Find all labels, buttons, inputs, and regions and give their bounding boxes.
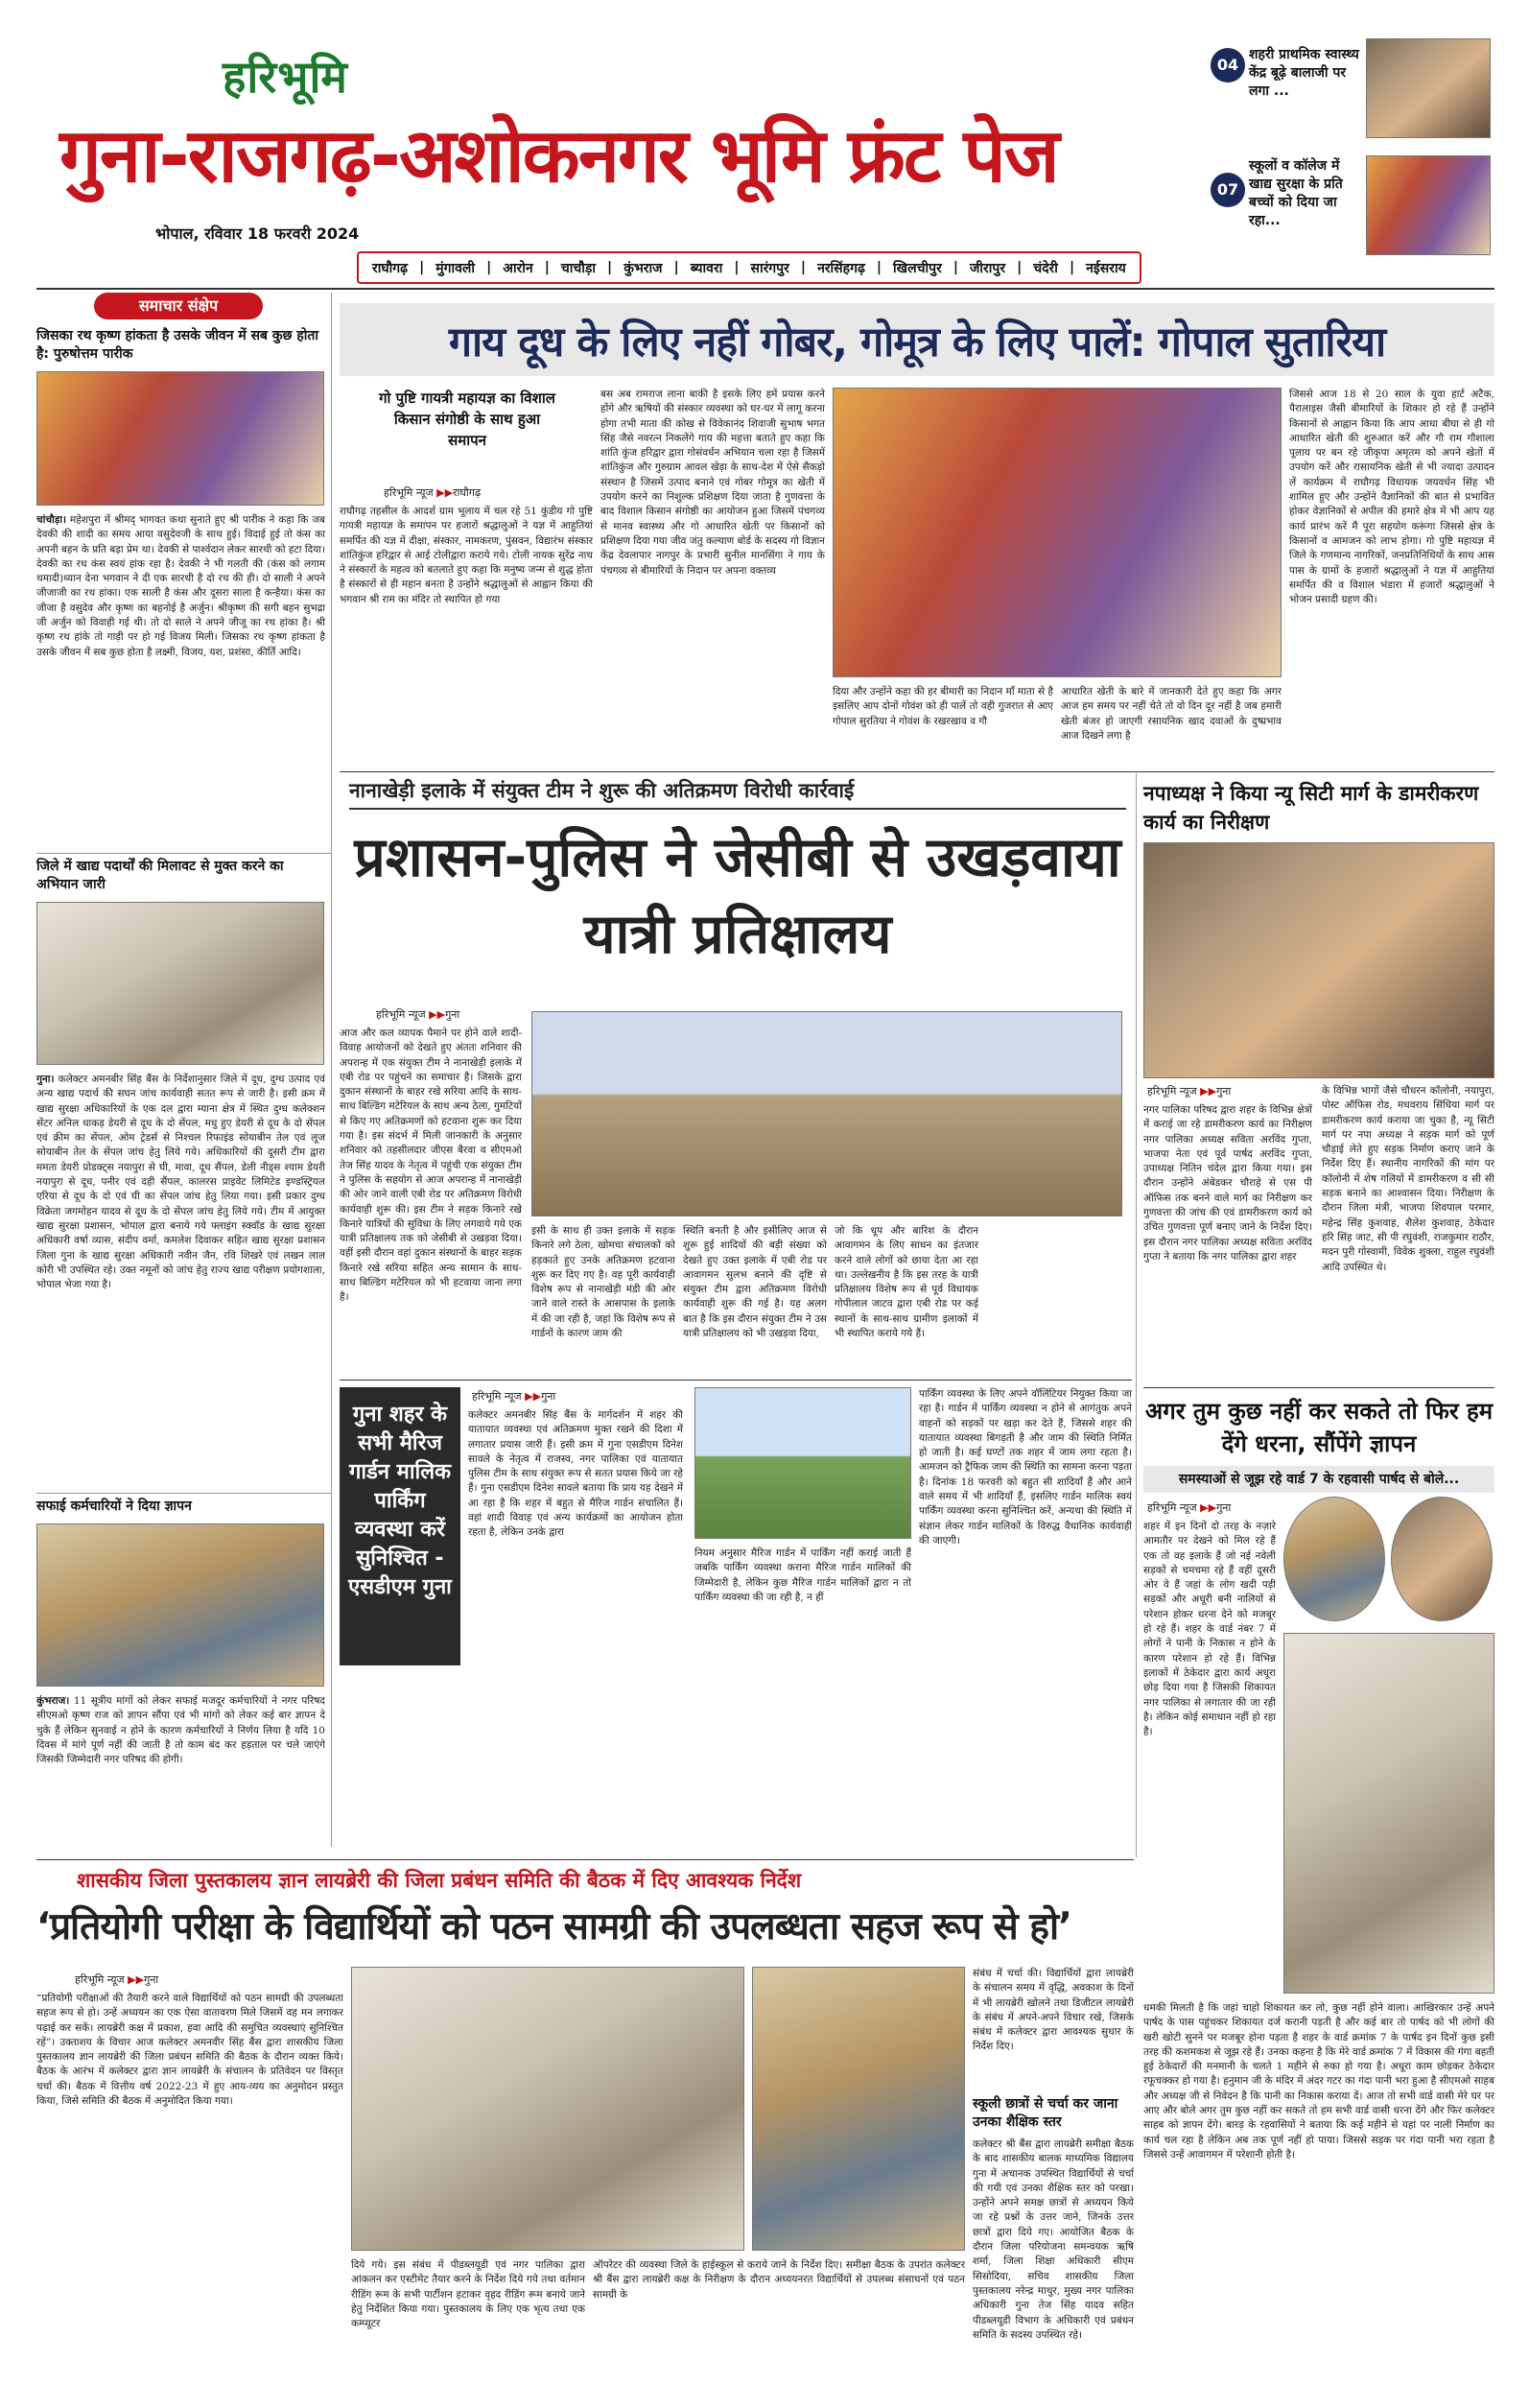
byline-brand: हरिभूमि न्यूज	[1147, 1085, 1197, 1098]
town-link[interactable]: ब्यावरा	[690, 260, 723, 276]
dharna-col-2: धमकी मिलती है कि जहां चाहो शिकायत कर लो, कुछ नहीं होने वाला। आखिरकार उन्हें अपने पार्षद के पास पहुंचकर शिकायत दर्ज करानी पड़ती है और कई बार तो पार्षद को भी लोगों की खरी खोटी सुनने पर मजबूर होना पड़ता है शहर के वार्ड क्रमांक 7 के पार्षद इन दिनों कुछ इसी तरह की कशमकश से जूझ रहे हैं। उनका कहना है कि मेरे वार्ड क्रमांक 7 में विकास की गंगा बहती हुई ठेकेदारों की मनमानी के चलते 1 महीने से रुका हो गया है। अधूरा काम छोड़कर ठेकेदार रफूचक्कर हो गया है। हनुमान जी के मंदिर में अंदर गटर का गंदा पानी भरा हुआ है सीएमओ साहब और अध्यक्ष जी से निवेदन है कि पानी का निकास कराया दें। आज तो सभी वार्ड वासी मेरे घर पर आए और बोले अगर तुम कुछ नहीं कर सकते तो हम सभी वार्ड वासी धरना देंगे और फिर कलेक्टर साहब को ज्ञापन देंगे। बारड़ के रहवासियों ने बताया कि कई महीने से यहां पर नाली निर्माण का कार्य चल रहा है लेकिन अब तक पूर्ण नहीं हो पाया। जिससे सड़क पर गंदा पानी भरा रहता है जिससे उन्हें आवागमन में परेशानी होती है।	[1143, 2002, 1494, 2160]
lead-photo	[833, 388, 1282, 677]
marriage-byline: हरिभूमि न्यूज ▶▶गुना	[472, 1390, 556, 1403]
encroach-col-1: आज और कल व्यापक पैमाने पर होने वाले शादी-विवाह आयोजनों को देखते हुए अंततः शनिवार की अपरान्ह में एक संयुक्त टीम ने नानाखेड़ी इलाके में एबी रोड पर पहुंचने का समाचार है। जिसके द्वारा दुकान संस्थानों के बाहर रखे सरिया आदि के साथ-साथ बिल्डिंग मटेरियल के साथ अन्य ठेला, गुमटियों से किए गए अतिक्रमणों को हटवाना शुरू कर दिया गया है। इस संदर्भ में मिली जानकारी के अनुसार शनिवार को तहसीलदार जीएस बैरवा व सीएमओ तेज सिंह यादव के नेतृत्व में पहुंची एक संयुक्त टीम ने पुलिस के सहयोग से आज अपरान्ह में नानाखेड़ी की ओर जाने वाली एबी रोड पर अतिक्रमण विरोधी कार्यवाही शुरू की। इस टीम ने सड़क किनारे रखे किनारे यात्रियों की सुविधा के लिए लगवाये गये एक यात्री प्रतिक्षालय तक को जेसीबी से उखड़वा दिया। वहीं इसी दौरान वहां दुकान संस्थानों के बाहर सड़क किनारे रखे सरिया सहित अन्य सामान के साथ-साथ बिल्डिंग मटेरियल को भी हटवाया जाना लगा है।	[340, 1027, 522, 1304]
sidebar-photo	[36, 1523, 324, 1687]
town-link[interactable]: राघौगढ़	[372, 260, 409, 276]
byline-place: गुना	[1216, 1501, 1232, 1514]
town-link[interactable]: खिलचीपुर	[893, 260, 942, 276]
library-photo	[752, 1967, 965, 2251]
town-link[interactable]: कुंभराज	[623, 260, 663, 276]
library-subhead: स्कूली छात्रों से चर्चा कर जाना उनका शैक्षिक स्तर	[973, 2096, 1118, 2130]
marriage-col-3: पार्किंग व्यवस्था के लिए अपने वॉलिंटियर नियुक्त किया जा रहा है। गार्डन में पार्किंग व्यवस्था न होने से आगंतुक अपने वाहनों को सड़कों पर खड़ा कर देते हैं, जिससे शहर की यातायात व्यवस्था बिगड़ती है और जाम की स्थिति निर्मित हो जाती है। कई घण्टों तक शहर में जाम लगा रहता है। आमजन को ट्रैफिक जाम की स्थिति का सामना करना पड़ता है। दिनांक 18 फरवरी को बहुत सी शादियाँ हैं और आने वाले समय में भी शादियाँ हैं, इसलिए गार्डन मालिक स्वयं पार्किंग व्यवस्था करना सुनिश्चित करें, अन्यथा की स्थिति में संज्ञान लेकर गार्डन मालिकों के विरुद्ध वैधानिक कार्यवाही की जाएगी।	[919, 1388, 1132, 1546]
sidebar-story-title[interactable]: जिले में खाद्य पदार्थों की मिलावट से मुक्त करने का अभियान जारी	[36, 859, 284, 892]
dateline: भोपाल, रविवार 18 फरवरी 2024	[155, 224, 360, 243]
dharna-headline[interactable]: अगर तुम कुछ नहीं कर सकते तो फिर हम देंगे धरना, सौंपेंगे ज्ञापन	[1144, 1398, 1494, 1457]
lead-col-3: दिया और उन्होंने कहा की हर बीमारी का निदान माँ माता से है इसलिए आप दोनों गोवंश को ही पालें तो वही गुजरात से आए गोपाल सुरतिया ने गोवंश के रखरखाव व गौ	[833, 686, 1053, 727]
town-link[interactable]: मुंगावली	[435, 260, 476, 276]
town-link[interactable]: चंदेरी	[1033, 260, 1058, 276]
road-byline: हरिभूमि न्यूज ▶▶गुना	[1147, 1085, 1232, 1098]
dharna-strap: समस्याओं से जूझ रहे वार्ड 7 के रहवासी पार्षद से बोले...	[1143, 1466, 1494, 1493]
road-col-2: के विभिन्न भागों जैसे चौधरन कॉलोनी, नयापुरा, पोस्ट ऑफिस रोड, मधवराय सिंधिया मार्ग पर डामरीकरण कार्य कराया जा चुका है, न्यू सिटी मार्ग पर नपा अध्यक्ष ने सड़क मार्ग को पूर्ण चौड़ाई लेते हुए सड़क निर्माण कराए जाने के निर्देश दिए हैं। स्थानीय नागरिकों की मांग पर कॉलोनी में शेष गलियों में डामरीकरण व सी सी सड़क बनाने का आश्वासन दिया। निरीक्षण के दौरान जिला मंत्री, भाजपा शिवपाल परमार, महेन्द्र सिंह कुशवाह, शैलेश कुशवाह, ठेकेदार हरि सिंह जाट, सी पी रघुवंशी, राजकुमार राठौर, मदन पुरी गोस्वामी, विवेक शुक्ला, राहुल रघुवंशी आदि उपस्थित थे।	[1322, 1085, 1494, 1273]
road-headline[interactable]: नपाध्यक्ष ने किया न्यू सिटी मार्ग के डामरीकरण कार्य का निरीक्षण	[1143, 782, 1479, 834]
dateline-place: कुंभराज।	[36, 1695, 70, 1707]
column-divider	[1136, 773, 1137, 1857]
sidebar-story-body	[36, 1073, 331, 1489]
marriage-col-2: नियम अनुसार मैरिज गार्डन में पार्किंग नहीं कराई जाती हैं जबकि पार्किंग व्यवस्था कराना मैरिज गार्डन मालिकों की जिम्मेदारी है, लेकिन कुछ मैरिज गार्डन मालिकों द्वारा न तो पार्किंग व्यवस्था की जा रही है, न हीं	[694, 1547, 911, 1603]
byline-place: गुना	[445, 1008, 460, 1021]
sidebar-story-title[interactable]: सफाई कर्मचारियों ने दिया ज्ञापन	[36, 1499, 192, 1514]
lead-col-5: जिससे आज 18 से 20 साल के युवा हार्ट अटैक, पैरालाइस जैसी बीमारियों के शिकार हो रहे हैं उन्होंने किसानों से आह्वान किया कि आप आधा बीघा से ही गो आधारित खेती की शुरुआत करें और गौ राम गौशाला पूलाय पर बन रहे जीकृपा अमृतम को अपने खेतों में उपयोग करें और रासायनिक खेती से भी ज्यादा उत्पादन लें कार्यक्रम में राघौगढ़ विधायक जयवर्धन सिंह भी शामिल हुए और उन्होंने वैज्ञानिकों की बात से प्रभावित होकर वेज्ञानिकों से अपील की हमारे क्षेत्र में भी आप यह कार्य प्रारंभ करें मैं पूरा सहयोग करूंगा जिससे क्षेत्र के किसानों व आमजन को लाभ होगा। गो पुष्टि महायज्ञ में जिले के गणमान्य नागरिकों, जनप्रतिनिधियों के साथ आस पास के ग्रामों के हजारों श्रद्धालुओं ने यज्ञ में आहुतियां समर्पित की व विशाल भंडारा में हजारों श्रद्धालुओं ने भोजन प्रसादी ग्रहण की।	[1289, 389, 1494, 606]
page-title: गुना-राजगढ़-अशोकनगर भूमि फ्रंट पेज	[59, 113, 1058, 200]
brand-logo: हरिभूमि	[223, 51, 348, 103]
library-col-2: दिये गये। इस संबंध में पीडब्लयूडी एवं नगर पालिका द्वारा आंकलन कर एस्टीमेट तैयार करने के निर्देश दिये गये तथा वर्तमान रीडिंग रूम के सभी पार्टीशन हटाकर वृहद रीडिंग रूम बनाये जाने हेतु निर्देशित किया गया। पुस्तकालय के लिए एक भृत्य तथा एक कम्प्यूटर	[351, 2259, 585, 2330]
teaser-box[interactable]	[1211, 38, 1496, 261]
teaser-text: शहरी प्राथमिक स्वास्थ्य केंद्र बूढ़े बालाजी पर लगा ...	[1249, 47, 1359, 99]
encroach-col-3: स्थिति बनती है और इसीलिए आज से शुरू हुई शादियों की बड़ी संख्या को देखते हुए उक्त इलाके में एबी रोड पर आवागमन सुलभ बनाने की दृष्टि से संयुक्त टीम द्वारा अतिक्रमण विरोधी कार्यवाही शुरू की गई है। यह अलग बात है कि इस दौरान संयुक्त टीम ने उस यात्री प्रतिक्षालय को भी उखड़वा दिया,	[683, 1225, 827, 1340]
sidebar-photo	[36, 902, 324, 1065]
dharna-photo	[1283, 1633, 1494, 1994]
lead-headline: गाय दूध के लिए नहीं गोबर, गोमूत्र के लिए पालें: गोपाल सुतारिया	[448, 318, 1386, 366]
section-divider	[36, 1859, 1134, 1860]
town-link[interactable]: आरोन	[503, 260, 533, 276]
teaser-number: 07	[1211, 173, 1245, 207]
marriage-col-1: कलेक्टर अमनबीर सिंह बैंस के मार्गदर्शन में शहर की यातायात व्यवस्था एवं अतिक्रमण मुक्त रखने की दिशा में लगातार प्रयास जारी हैं। इसी क्रम में गुना एसडीएम दिनेश सावले के नेतृत्व में राजस्व, नगर पालिका एवं यातायात पुलिस टीम के साथ संयुक्त रूप से सतत प्रयास किये जा रहे हैं। गुना एसडीएम दिनेश सावले बताया कि प्राय यह देखने में आ रहा है कि शहर में बहुत से मैरिज गार्डन संचालित हैं। वहां शादी विवाह एवं अन्य कार्यक्रमों का आयोजन होता रहता है, लेकिन उनके द्वारा	[468, 1409, 683, 1539]
encroach-col-2: इसी के साथ ही उक्त इलाके में सड़क किनारे लगे ठेला, खोमचा संचालकों को हड़काते हुए उनके अतिक्रमण हटवाना शुरू कर दिए गए है। वह पूरी कार्यवाही विशेष रूप से नानाखेड़ी मंडी की ओर जाने वाले रास्ते के आसपास के इलाके में की जा रही है, जहां कि विशेष रूप से गार्डनों के कारण जाम की	[531, 1225, 675, 1340]
byline-place: राघौगढ़	[453, 486, 482, 499]
town-link[interactable]: सारंगपुर	[750, 260, 789, 276]
lead-col-4: आधारित खेती के बारे में जानकारी देते हुए कहा कि अगर आज हम समय पर नहीं चेते तो वो दिन दूर नहीं है जब हमारी खेती बंजर हो जाएगी रसायनिक खाद दवाओं के दुष्प्रभाव आज दिखने लगा है	[1061, 686, 1282, 742]
sidebar-label: समाचार संक्षेप	[94, 293, 263, 319]
town-link[interactable]: चाचौड़ा	[560, 260, 596, 276]
sidebar	[36, 293, 332, 1847]
library-col-4b: कलेक्टर श्री बैंस द्वारा लायब्रेरी समीक्षा बैठक के बाद शासकीय बालक माध्यमिक विद्यालय गुना में अचानक उपस्थित विद्यार्थियों से चर्चा की गयी एवं उनका शैक्षिक स्तर को परखा। उन्होंने अपने समक्ष छात्रों से अध्ययन किये जा रहे प्रश्नों के उत्तर जाने, जिनके उत्तर छात्रों द्वारा दिये गए। आयोजित बैठक के दौरान जिला परियोजना समन्वयक ऋषि शर्मा, जिला शिक्षा अधिकारी सीएम सिसोदिया, सचिव शासकीय जिला पुस्तकालय नरेन्द्र माथुर, मुख्य नगर पालिका अधिकारी गुना तेज सिंह यादव सहित पीडब्लयूडी विभाग के अधिकारी एवं प्रबंधन समिति के सदस्य उपस्थित रहे।	[973, 2138, 1134, 2341]
library-col-3: ऑपरेटर की व्यवस्था जिले के हाईस्कूल से कराये जाने के निर्देश दिए। समीक्षा बैठक के उपरांत कलेक्टर श्री बैंस द्वारा लायब्रेरी कक्ष के निरीक्षण के दौरान अध्ययनरत विद्यार्थियों से उपलब्ध संसाधनों एवं पठन सामग्री के	[593, 2259, 965, 2301]
sidebar-story-body	[36, 1694, 331, 1872]
encroach-headline[interactable]: प्रशासन-पुलिस ने जेसीबी से उखड़वाया यात्री प्रतिक्षालय	[354, 826, 1121, 966]
section-divider	[1143, 1387, 1494, 1388]
encroach-kicker: नानाखेड़ी इलाके में संयुक्त टीम ने शुरू की अतिक्रमण विरोधी कार्रवाई	[349, 777, 1126, 810]
teaser-photo	[1366, 38, 1491, 138]
sidebar-story-body	[36, 513, 331, 849]
marriage-box[interactable]: गुना शहर के सभी मैरिज गार्डन मालिक पार्किंग व्यवस्था करें सुनिश्चित - एसडीएम गुना	[340, 1387, 460, 1665]
teaser-number: 04	[1211, 48, 1245, 83]
encroach-col-4: जो कि धूप और बारिश के दौरान आवागमन के लिए साधन का इंतजार करने वाले लोगों को छाया देता आ रहा था। उल्लेखनीय है कि इस तरह के यात्री प्रतिक्षालय विशेष रूप से पूर्व विधायक गोपीलाल जाटव द्वारा एबी रोड पर कई स्थानों के साथ-साथ ग्रामीण इलाकों में भी स्थापित कराये गये हैं।	[835, 1225, 978, 1340]
marriage-photo	[694, 1387, 911, 1539]
town-strip: राघौगढ़ | मुंगावली | आरोन | चाचौड़ा | कुंभराज | ब्यावरा | सारंगपुर | नरसिंहगढ़ | खिलचीपुर | जीरापुर | चंदेरी | नईसराय	[357, 251, 1141, 284]
byline-place: गुना	[144, 1973, 159, 1986]
encroach-photo	[531, 1011, 1122, 1216]
lead-deck: गो पुष्टि गायत्री महायज्ञ का विशाल किसान संगोष्ठी के साथ हुआ समापन	[379, 390, 555, 449]
library-col-4: संबंध में चर्चा की। विद्यार्थियों द्वारा लायब्रेरी के संचालन समय में वृद्धि, अवकाश के दिनों में भी लायब्रेरी खोलने तथा डिजीटल लायब्रेरी के संबंध में अपने-अपने विचार रखे, जिसके संबंध में कलेक्टर द्वारा आवश्यक सुधार के निर्देश दिए।	[973, 1968, 1134, 2053]
library-kicker: शासकीय जिला पुस्तकालय ज्ञान लायब्रेरी की जिला प्रबंधन समिति की बैठक में दिए आवश्यक निर्देश	[77, 1869, 802, 1892]
encroach-byline: हरिभूमि न्यूज ▶▶गुना	[376, 1008, 460, 1021]
lead-col-1: राघौगढ़ तहसील के आदर्श ग्राम भूलाय में चल रहे 51 कुंडीय गो पुष्टि गायत्री महायज्ञ के समापन पर हजारों श्रद्धालुओं ने यज्ञ में आहुतियां समर्पित की यज्ञ में दीक्षा, संस्कार, नामकरण, पुंसवन, विद्यारंभ संस्कार शांतिकुंज हरिद्वार से आई टोलीद्वारा कराये गये। टोली नायक सुरेंद्र नाथ ने संस्कारों के महत्व को बतलाते हुए कहा कि मनुष्य जन्म से शुद्ध होता है संस्कारों से ही महान बनता है उन्होंने श्रद्धालुओं से आह्वान किया की भगवान श्री राम का मंदिर तो स्थापित हो गया	[340, 506, 593, 605]
section-divider	[340, 771, 1494, 772]
byline-place: गुना	[1216, 1085, 1232, 1098]
byline-brand: हरिभूमि न्यूज	[472, 1390, 522, 1403]
teaser-text: स्कूलों व कॉलेज में खाद्य सुरक्षा के प्रति बच्चों को दिया जा रहा...	[1249, 158, 1343, 228]
byline-brand: हरिभूमि न्यूज	[384, 486, 434, 499]
lead-headline-bar[interactable]	[340, 303, 1494, 376]
story-text: महेशपुरा में श्रीमद् भागवत कथा सुनाते हुए श्री पारीक ने कहा कि जब देवकी की शादी का समय आया वसुदेवजी के साथ हुई। विदाई हुई तो कंस का अपनी बहन के प्रति बड़ा प्रेम था। देवकी से पार्श्वदान लेकर सारथी को हटा दिया। देवकी का रथ कंस स्वयं हांक रहा है। देवकी ने भी गलती की (कंस को लगाम थमादी)ध्यान देना भगवान ने दी एक सारथी है दो रथ की ही। दो साली ने अपने जीजाजी का रथ हांका। एक साली है कंस और दूसरा साला है कन्हैया। कंस का जीजा है वसुदेव और कृष्ण का बहनोई है अर्जुन। श्रीकृष्ण की सगी बहन सुभद्रा जी अर्जुन को विवाही गई थी। तो दो साले ने अपने जीजू का रथ हांका है। श्री कृष्ण रथ हांके तो गाड़ी पर हो गई विजय मिली। जिसका रथ कृष्ण हांकता है उसके जीवन में सब कुछ होता है लक्ष्मी, विजय, यश, प्रशंसा, कीर्ति आदि।	[36, 514, 326, 658]
story-text: 11 सूत्रीय मांगों को लेकर सफाई मजदूर कर्मचारियों ने नगर परिषद सीएमओ कृष्ण राज को ज्ञापन सौंपा एवं भी मांगों को लेकर कई बार ज्ञापन दे चुके हैं लेकिन सुनवाई न होने के कारण कर्मचारियों ने निर्णय लिया है यदि 10 दिवस में मांगे पूर्ण नहीं की जाती है तो काम बंद कर हड़ताल पर चले जाएंगे जिसकी जिम्मेदारी नगर परिषद की होगी।	[36, 1695, 325, 1766]
story-text: कलेक्टर अमनबीर सिंह बैंस के निर्देशानुसार जिले में दूध, दुग्ध उत्पाद एवं अन्य खाद्य पदार्थ की सघन जांच कार्यवाही सतत रूप से जारी है। इसी क्रम में खाद्य सुरक्षा अधिकारियों के एक दल द्वारा म्याना क्षेत्र में स्थित दुग्ध कलेक्शन सेंटर अनिल धाकड़ डेयरी से दूध के दो सेंपल, मधु हुए डेयरी से दूध के दो सेंपल एवं क्रीम का सेंपल, ओम ट्रेडर्स से निश्चल रिफाइंड सोयाबीन तेल एवं लूज सोयाबीन तेल के सेंपल जांच हेतु लिये गये। अधिकारियों की दूसरी टीम द्वारा ममता डेयरी प्रोडक्ट्स नयापुरा से घी, मावा, दूध सैंपल, डेली नीड्स श्याम डेयरी नयापुरा से दूध, पनीर एवं दही सैंपल, कालरस प्राइवेट लिमिटेड इण्डस्ट्रियल एरिया से दूध के दो एवं घी का सेंपल जांच हेतु लिया गया। इसी प्रकार दुग्ध विक्रेता जगमोहन यादव से दूध के दो सेंपल जांच हेतु लिये गये। टीम में आयुक्त खाद्य सुरक्षा प्रशासन, भोपाल द्वारा बनाये गये फ्लाइंग स्क्वॉड के खाद्य सुरक्षा अधिकारी वर्षा व्यास, संदीप वर्मा, कमलेश दिवाकर सहित खाद्य सुरक्षा प्रशासन जिला गुना के खाद्य सुरक्षा अधिकारी नवीन जैन, रवि शिखरे एवं लखन लाल कोरी भी उपस्थित रहे। उक्त नमूनों को जांच हेतु राज्य खाद्य परीक्षण प्रयोगशाला, भोपाल भेजा गया है।	[36, 1074, 325, 1291]
road-photo	[1143, 842, 1494, 1078]
library-col-1: “प्रतियोगी परीक्षाओं की तैयारी करने वाले विद्यार्थियों को पठन सामग्री की उपलब्धता सहज रूप से हो। उन्हें अध्ययन का एक ऐसा वातावरण मिले जिसमें वह मन लगाकर पढ़ाई कर सकें। लायब्रेरी कक्ष में प्रकाश, हवा आदि की समुचित व्यवस्थाएं सुनिश्चित रहें”। उक्ताशय के विचार आज कलेक्टर अमनवीर सिंह बैंस द्वारा शासकीय जिला पुस्तकालय ज्ञान लायब्रेरी की जिला प्रबंधन समिति की बैठक के दौरान व्यक्त किये। बैठक के आरंभ में कलेक्टर द्वारा ज्ञान लायब्रेरी के संचालन के प्रतिवेदन पर विस्तृत चर्चा की। बैठक में वित्तीय वर्ष 2022-23 में हुए आय-व्यय का अनुमोदन प्रस्तुत किया, जिसे समिति की बैठक में अनुमोदित किया गया।	[36, 1993, 343, 2108]
library-byline: हरिभूमि न्यूज ▶▶गुना	[75, 1973, 159, 1986]
road-col-1: नगर पालिका परिषद द्वारा शहर के विभिन्न क्षेत्रों में कराई जा रहे डामरीकरण कार्य का निरीक्षण नगर पालिका अध्यक्ष सविता अरविंद गुप्ता, भाजपा नेता एवं पूर्व पार्षद अरविंद गुप्ता, उपाध्यक्ष नितिन चंदेल द्वारा किया गया। इस दौरान उन्होंने अंबेडकर चौराहे से एस पी ऑफिस तक बनने वाले मार्ग का निरीक्षण कर गुणवत्ता की जांच की एवं डामरीकरण कार्य को उचित गुणवत्ता पूर्ण बनाए जाने के निर्देश दिए। इस दौरान नगर पालिका अध्यक्ष सविता अरविंद गुप्ता ने बताया कि नगर पालिका द्वारा शहर	[1143, 1104, 1312, 1263]
town-link[interactable]: नरसिंहगढ़	[817, 260, 865, 276]
sidebar-photo	[36, 371, 324, 506]
lead-col-2: बस अब रामराज लाना बाकी है इसके लिए हमें प्रयास करने होंगे और ऋषियों की संस्कार व्यवस्था को घर-घर में लागू करना होगा तभी माता की कोख से विवेकानंद शिवाजी सुभाष भगत सिंह जैसे नवरत्न निकलेंगे गाय की महत्ता बताते हुए कहा कि शांति कुंज हरिद्वार द्वारा गोसंवर्धन अभियान चला रहा है जिसमें शांतिकुंज और गुरुग्राम आवल खेड़ा के साथ-देश में ऐसे सैकड़ो संस्थान है जिसमें उत्पाद बनाने एवं गोबर गोमूत्र का खेती में उपयोग करने का निशुल्क प्रशिक्षण दिया जाता है गुणवत्ता के बाद विशाल किसान संगोष्ठी का आयोजन हुआ जिसमें पंचगव्य से मानव स्वास्थ्य और गो आधारित खेती पर किसानों को प्रशिक्षण दिया गया जीव जंतु कल्याण बोर्ड के सदस्य गो विज्ञान केंद्र देवलापार नागपुर के प्रभारी सुनील मानसिंगा ने गाय के पंचगव्य से बीमारियों के निदान पर अपना वक्तव्य	[600, 389, 825, 577]
masthead-divider	[36, 288, 1494, 290]
dateline-place: चांचौड़ा।	[36, 514, 67, 526]
dateline-place: गुना।	[36, 1074, 55, 1085]
town-link[interactable]: नईसराय	[1086, 260, 1126, 276]
lead-byline: हरिभूमि न्यूज ▶▶राघौगढ़	[384, 486, 482, 499]
town-link[interactable]: जीरापुर	[970, 260, 1006, 276]
byline-brand: हरिभूमि न्यूज	[376, 1008, 426, 1021]
sidebar-story-title[interactable]: जिसका रथ कृष्ण हांकता है उसके जीवन में सब कुछ होता है: पुरुषोत्तम पारीक	[36, 328, 319, 362]
library-photo	[351, 1967, 744, 2251]
byline-place: गुना	[541, 1390, 556, 1403]
library-headline[interactable]: ‘प्रतियोगी परीक्षा के विद्यार्थियों को पठन सामग्री की उपलब्धता सहज रूप से हो’	[36, 1905, 1071, 1948]
dharna-byline: हरिभूमि न्यूज ▶▶गुना	[1147, 1501, 1232, 1514]
byline-brand: हरिभूमि न्यूज	[1147, 1501, 1197, 1514]
section-divider	[340, 1380, 1132, 1381]
dharna-portrait	[1391, 1497, 1493, 1621]
teaser-photo	[1366, 155, 1491, 255]
byline-brand: हरिभूमि न्यूज	[75, 1973, 125, 1986]
dharna-col-1: शहर में इन दिनों दो तरह के नज़ारे आमतौर पर देखने को मिल रहे हैं एक तो वह इलाके हैं जो नई नवेली सड़कों से चमचमा रहे हैं वहीं दूसरी ओर वे हैं जहां के लोग खदी पड़ी सड़कों और अधूरी बनी नालियों से परेशान होकर धरना देने को मजबूर हो रहे हैं। शहर के वार्ड नंबर 7 में लोगों ने पानी के निकास न होने के कारण परेशान हो रहे हैं। विभिन्न इलाकों में ठेकेदार द्वारा कार्य अधूरा छोड़ दिया गया है जिसकी शिकायत नगर पालिका से लगातार की जा रही है। लेकिन कोई समाधान नहीं हो रहा है।	[1143, 1521, 1276, 1738]
dharna-portrait	[1283, 1497, 1385, 1621]
